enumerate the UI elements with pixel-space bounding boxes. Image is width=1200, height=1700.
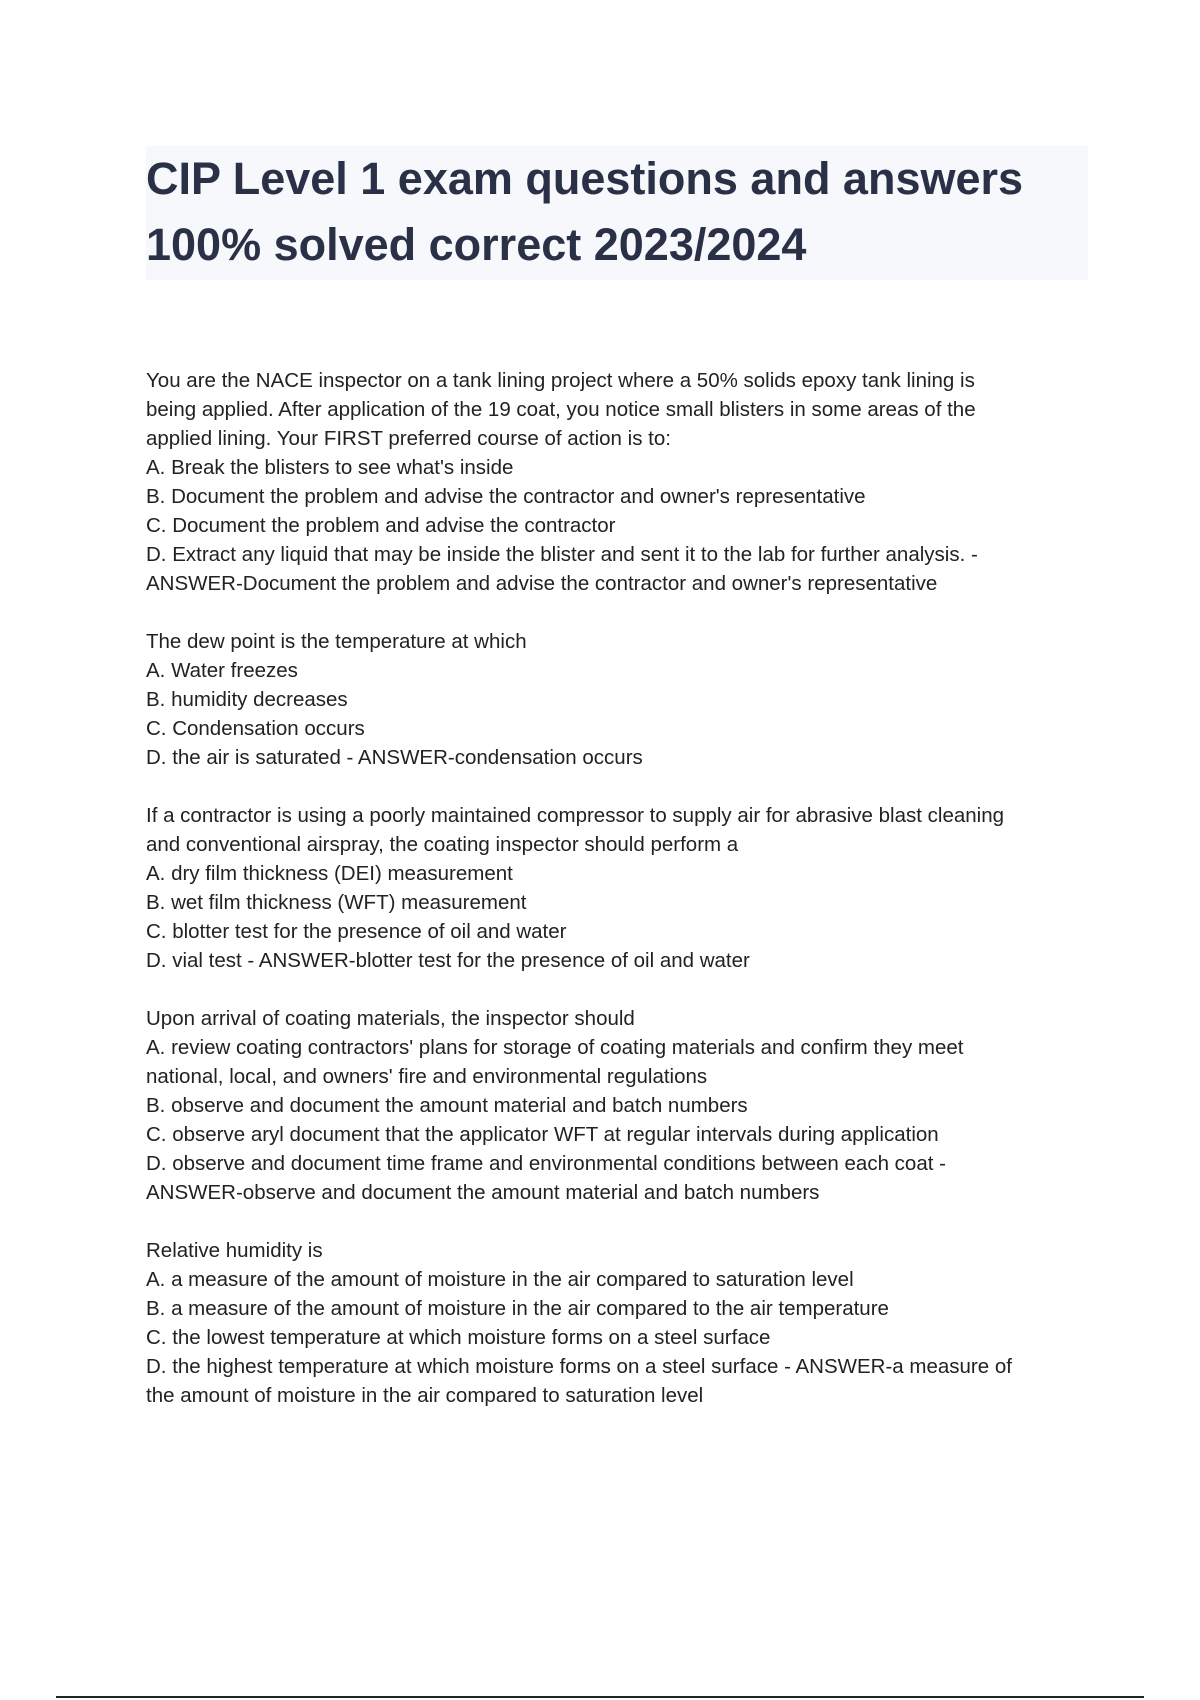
question-5-answer: the amount of moisture in the air compared to saturation level [146, 1384, 704, 1407]
question-5 [146, 1236, 1096, 1410]
question-4-option-a: national, local, and owners' fire and environmental regulations [146, 1065, 708, 1088]
question-2 [146, 627, 1096, 772]
question-3-option-d-answer: D. vial test - ANSWER-blotter test for the presence of oil and water [146, 949, 750, 972]
title-line-1: CIP Level 1 exam questions and answers [146, 153, 1024, 204]
question-3-prompt: If a contractor is using a poorly maintained compressor to supply air for abrasive blast cleaning [146, 804, 1005, 827]
question-4-option-a: A. review coating contractors' plans for storage of coating materials and confirm they meet [146, 1036, 964, 1059]
footer-divider [56, 1696, 1144, 1698]
question-2-option-c: C. Condensation occurs [146, 717, 365, 740]
question-2-prompt: The dew point is the temperature at which [146, 630, 527, 653]
question-5-option-a: A. a measure of the amount of moisture in the air compared to saturation level [146, 1268, 854, 1291]
question-5-option-d-answer: D. the highest temperature at which moisture forms on a steel surface - ANSWER-a measure of [146, 1355, 1012, 1378]
question-5-prompt: Relative humidity is [146, 1239, 323, 1262]
question-1-line: You are the NACE inspector on a tank lining project where a 50% solids epoxy tank lining is [146, 369, 975, 392]
question-3-option-c: C. blotter test for the presence of oil and water [146, 920, 567, 943]
question-1-option-d: D. Extract any liquid that may be inside the blister and sent it to the lab for further analysis. - [146, 543, 978, 566]
question-list [146, 366, 1096, 1439]
question-4-prompt: Upon arrival of coating materials, the inspector should [146, 1007, 635, 1030]
question-2-option-a: A. Water freezes [146, 659, 298, 682]
question-3 [146, 801, 1096, 975]
title-line-2: 100% solved correct 2023/2024 [146, 219, 807, 270]
question-4-option-b: B. observe and document the amount material and batch numbers [146, 1094, 748, 1117]
question-3-prompt: and conventional airspray, the coating inspector should perform a [146, 833, 739, 856]
question-1-option-a: A. Break the blisters to see what's inside [146, 456, 514, 479]
question-3-option-b: B. wet film thickness (WFT) measurement [146, 891, 527, 914]
question-5-option-b: B. a measure of the amount of moisture in the air compared to the air temperature [146, 1297, 889, 1320]
question-3-option-a: A. dry film thickness (DEI) measurement [146, 862, 513, 885]
question-4-option-d: D. observe and document time frame and environmental conditions between each coat - [146, 1152, 946, 1175]
question-1-line: applied lining. Your FIRST preferred course of action is to: [146, 427, 671, 450]
question-1 [146, 366, 1096, 598]
question-2-option-b: B. humidity decreases [146, 688, 348, 711]
question-4 [146, 1004, 1096, 1207]
question-4-answer: ANSWER-observe and document the amount material and batch numbers [146, 1181, 820, 1204]
question-1-option-c: C. Document the problem and advise the contractor [146, 514, 616, 537]
question-1-option-b: B. Document the problem and advise the contractor and owner's representative [146, 485, 866, 508]
document-title [146, 146, 1088, 280]
question-2-option-d-answer: D. the air is saturated - ANSWER-condensation occurs [146, 746, 643, 769]
question-1-line: being applied. After application of the 19 coat, you notice small blisters in some areas of the [146, 398, 976, 421]
question-1-answer: ANSWER-Document the problem and advise the contractor and owner's representative [146, 572, 938, 595]
question-4-option-c: C. observe aryl document that the applicator WFT at regular intervals during application [146, 1123, 939, 1146]
question-5-option-c: C. the lowest temperature at which moisture forms on a steel surface [146, 1326, 771, 1349]
